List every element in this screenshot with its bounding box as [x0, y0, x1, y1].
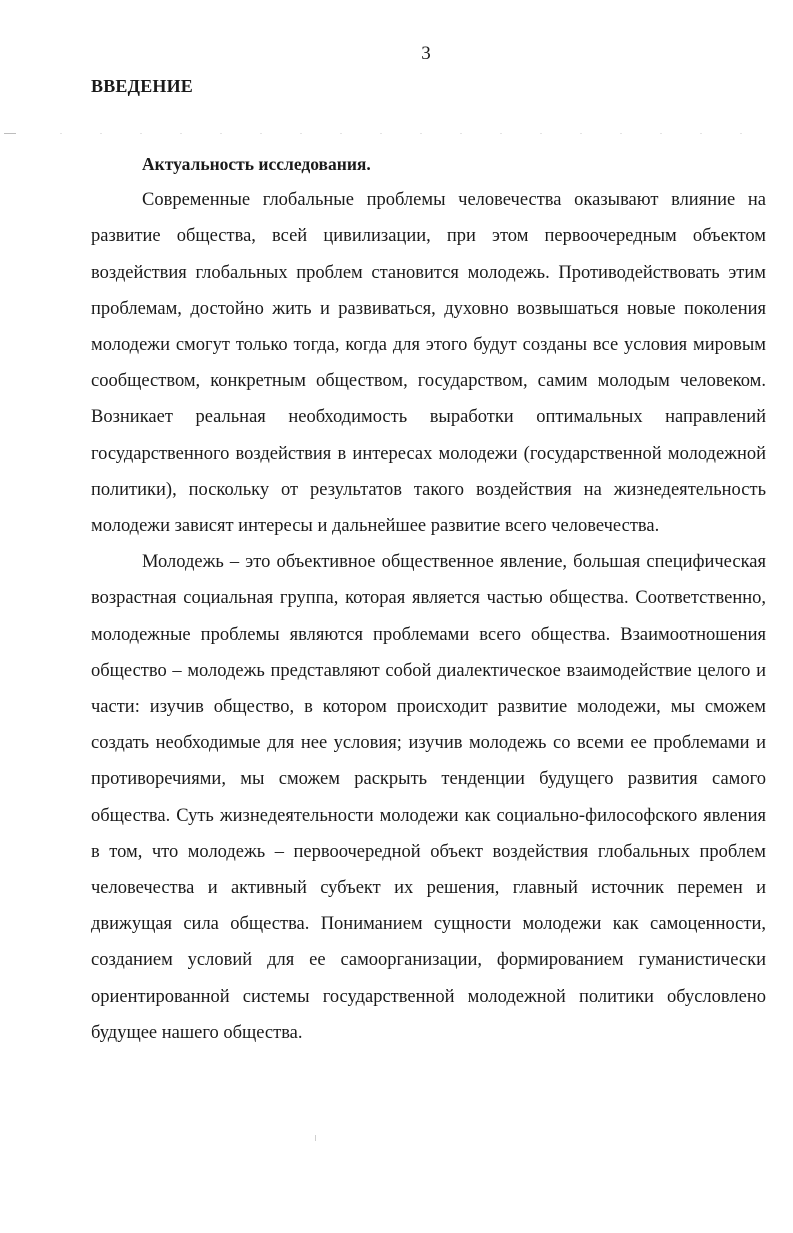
scan-artifact-dots — [60, 133, 760, 134]
paragraph: Современные глобальные проблемы человечества оказывают влияние на развитие общества, всей цивилизации, при этом первоочередным объектом воздействия глобальных проблем становится молодежь. Противодействовать этим проблемам, достойно жить и развиваться, духовно возвышаться новые поколения молодежи смогут только тогда, когда для этого будут созданы все условия мировым сообществом, конкретным обществом, государством, самим молодым человеком. Возникает реальная необходимость выработки оптимальных направлений государственного воздействия в интересах молодежи (государственной молодежной политики), поскольку от результатов такого воздействия на жизнедеятельность молодежи зависят интересы и дальнейшее развитие всего человечества. — [91, 190, 766, 537]
scan-artifact-mark — [315, 1135, 316, 1141]
page-title: ВВЕДЕНИЕ — [91, 76, 194, 96]
page-number: 3 — [421, 43, 431, 64]
section-subheading: Актуальность исследования. — [142, 154, 371, 174]
scan-artifact — [4, 133, 16, 134]
paragraph: Молодежь – это объективное общественное явление, большая специфическая возрастная социальная группа, которая является частью общества. Соответственно, молодежные проблемы являются проблемами всего общества. Взаимоотношения общество – молодежь представляют собой диалектическое взаимодействие целого и части: изучив общество, в котором происходит развитие молодежи, мы сможем создать необходимые для нее условия; изучив молодежь со всеми ее проблемами и противоречиями, мы сможем раскрыть тенденции будущего развития самого общества. Суть жизнедеятельности молодежи как социально-философского явления в том, что молодежь – первоочередной объект воздействия глобальных проблем человечества и активный субъект их решения, главный источник перемен и движущая сила общества. Пониманием сущности молодежи как самоценности, созданием условий для ее самоорганизации, формированием гуманистически ориентированной системы государственной молодежной политики обусловлено будущее нашего общества. — [91, 552, 766, 1043]
body-text — [91, 146, 766, 1051]
